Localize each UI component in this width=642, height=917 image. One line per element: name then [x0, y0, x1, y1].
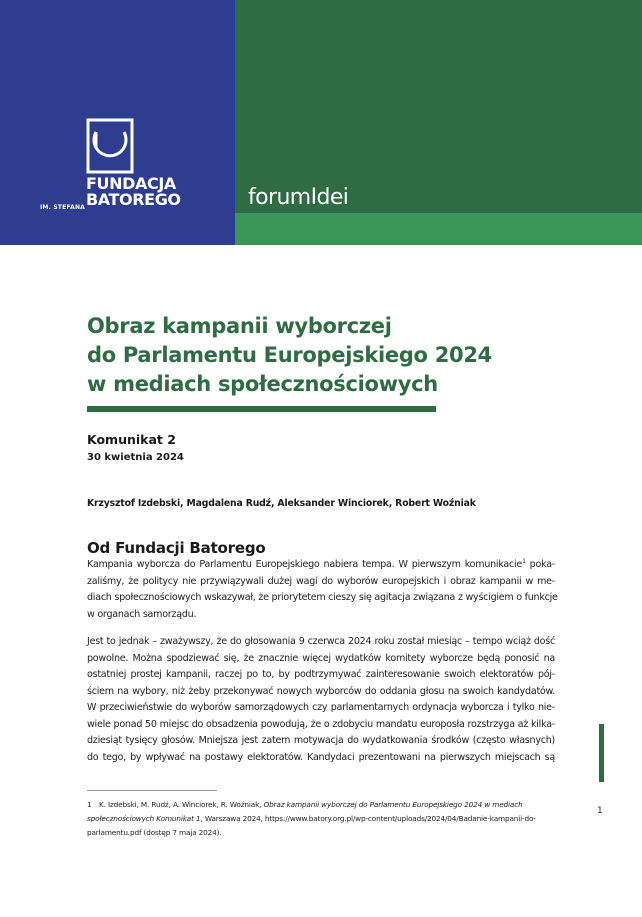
paragraph-line: do tego, by wpływać na postawy elektoratów. Kandydaci prezentowani na pierwszych miejscach są: [87, 751, 555, 763]
paragraph-line: zaliśmy, że politycy nie przywiązywali dużej wagi do wyborów europejskich i obraz kampanii w me-: [87, 575, 555, 587]
document-title: [87, 312, 547, 399]
paragraph-line: W przeciwieństwie do wyborów samorządowych czy parlamentarnych ordynacja wyborcza i tylko nie-: [87, 702, 555, 713]
footnote-title-cont: społecznościowych Komunikat 1: [87, 814, 201, 823]
page-number: 1: [597, 806, 603, 816]
paragraph-line: wiele ponad 50 miejsc do obsadzenia powodują, że o zdobyciu mandatu europosła rozstrzyga aż kilka-: [87, 718, 555, 730]
footnote-divider: [87, 790, 217, 791]
footnote-url[interactable]: , Warszawa 2024, https://www.batory.org.pl/wp-content/uploads/2024/04/Badanie-kampanii-do-: [200, 814, 536, 823]
margin-accent-bar: [599, 724, 604, 782]
paragraph-2: [87, 634, 555, 766]
komunikat-label: Komunikat 2: [87, 432, 176, 447]
paragraph-line: dziesiąt tysięcy głosów. Mniejsza jest zatem motywacja do wydatkowania środków (często własnych): [87, 735, 555, 746]
fundacja-batorego-logo-icon: [86, 118, 134, 174]
authors-line: Krzysztof Izdebski, Magdalena Rudź, Aleksander Winciorek, Robert Woźniak: [87, 498, 476, 509]
cover-header: [0, 0, 642, 245]
section-title: Od Fundacji Batorego: [87, 539, 266, 557]
title-line: w mediach społecznościowych: [87, 372, 438, 396]
logo-text-fundacja: FUNDACJA: [86, 174, 176, 193]
publication-date: 30 kwietnia 2024: [87, 452, 184, 463]
footnote-ref[interactable]: 1: [522, 557, 526, 565]
paragraph-line: [87, 557, 555, 574]
footnote-number: 1: [87, 800, 92, 809]
paragraph-line: w organach samorządu.: [87, 608, 197, 620]
footnote: [87, 798, 557, 840]
footnote-line[interactable]: parlamentu.pdf (dostęp 7 maja 2024).: [87, 828, 222, 837]
header-green-panel: [235, 0, 642, 213]
title-line: Obraz kampanii wyborczej: [87, 314, 392, 338]
paragraph-line: Jest to jednak – zważywszy, że do głosowania 9 czerwca 2024 roku został miesiąc – tempo wciąż dość: [87, 636, 555, 647]
footnote-line: [87, 812, 557, 826]
title-underline: [87, 406, 436, 412]
paragraph-line: ostatniej prostej kampanii, raczej po to, by podtrzymywać zainteresowanie swoich elektoratów pój-: [87, 669, 555, 680]
header-blue-panel: [0, 0, 235, 245]
paragraph-line: powolne. Można spodziewać się, że znacznie więcej wydatków komitety wyborcze będą ponosić na: [87, 652, 555, 664]
footnote-line: [87, 798, 557, 812]
paragraph-1: [87, 557, 558, 623]
line-text: Kampania wyborcza do Parlamentu Europejskiego nabiera tempa. W pierwszym komunikacie: [87, 559, 523, 570]
line-text: poka-: [525, 559, 555, 570]
logo-text-im-stefana: IM. STEFANA: [40, 204, 86, 211]
title-line: do Parlamentu Europejskiego 2024: [87, 343, 492, 367]
logo-text-batorego: BATOREGO: [86, 190, 181, 209]
forum-idei-brand: forumIdei: [248, 185, 349, 210]
footnote-authors: K. Izdebski, M. Rudź, A. Winciorek, R. Woźniak,: [99, 800, 264, 809]
footnote-title: Obraz kampanii wyborczej do Parlamentu Europejskiego 2024 w mediach: [263, 800, 523, 809]
paragraph-line: ściem na wybory, niż żeby przekonywać nowych wyborców do oddania głosu na swoich kandydatów.: [87, 685, 555, 697]
paragraph-line: diach społecznościowych wskazywał, że priorytetem cieszy się agitacja związana z wyścigiem o funkcje: [87, 592, 558, 603]
header-green-strip: [235, 213, 642, 245]
